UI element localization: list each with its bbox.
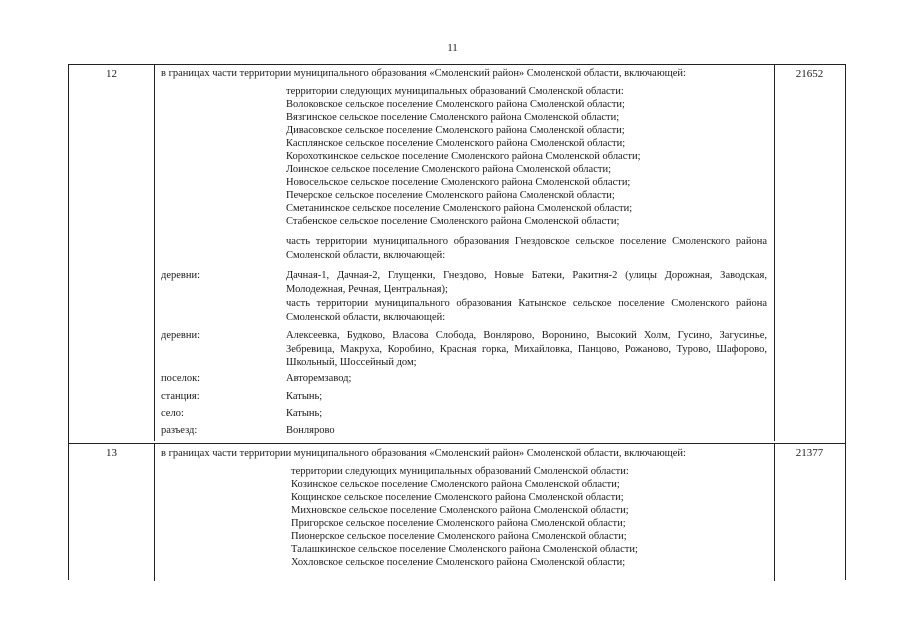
row-number: 12 bbox=[106, 68, 117, 80]
table-row bbox=[69, 443, 845, 581]
katyn-part: часть территории муниципального образования Катынское сельское поселение Смоленского района Смоленской области, включающей: bbox=[286, 298, 767, 323]
territories-intro: территории следующих муниципальных образований Смоленской области: bbox=[291, 466, 629, 477]
settlement-item: Талашкинское сельское поселение Смоленского района Смоленской области; bbox=[291, 544, 638, 555]
settlement-type-label: разъезд: bbox=[161, 425, 198, 436]
settlement-item: Вязгинское сельское поселение Смоленского района Смоленской области; bbox=[286, 112, 620, 123]
settlement-item: Касплянское сельское поселение Смоленского района Смоленской области; bbox=[286, 138, 626, 149]
settlements-table bbox=[68, 64, 846, 580]
row-number: 13 bbox=[106, 447, 117, 459]
settlement-type-value: Авторемзавод; bbox=[286, 373, 352, 384]
settlement-item: Сметанинское сельское поселение Смоленского района Смоленской области; bbox=[286, 203, 633, 214]
settlement-item: Хохловское сельское поселение Смоленского района Смоленской области; bbox=[291, 557, 626, 568]
row-heading: в границах части территории муниципального образования «Смоленский район» Смоленской области, включающей: bbox=[161, 68, 686, 79]
settlement-type-value: Катынь; bbox=[286, 391, 323, 402]
table-row bbox=[69, 64, 845, 441]
katyn-villages: Алексеевка, Будково, Власова Слобода, Вонлярово, Воронино, Высокий Холм, Гусино, Загусинье, Зебревица, Макруха, Коробино, Красная горка, Михайловка, Панцово, Рожаново, Турово, Шафорово, Школьный, Шоссейный дом; bbox=[286, 330, 767, 368]
area-value: 21377 bbox=[795, 447, 824, 459]
settlement-item: Пригорское сельское поселение Смоленского района Смоленской области; bbox=[291, 518, 626, 529]
settlement-item: Дивасовское сельское поселение Смоленского района Смоленской области; bbox=[286, 125, 625, 136]
settlement-type-value: Катынь; bbox=[286, 408, 323, 419]
settlement-item: Лоинское сельское поселение Смоленского района Смоленской области; bbox=[286, 164, 611, 175]
settlement-item: Козинское сельское поселение Смоленского района Смоленской области; bbox=[291, 479, 620, 490]
settlement-item: Стабенское сельское поселение Смоленского района Смоленской области; bbox=[286, 216, 620, 227]
page-number: 11 bbox=[447, 42, 458, 54]
settlement-item: Михновское сельское поселение Смоленского района Смоленской области; bbox=[291, 505, 629, 516]
gnezdovo-part: часть территории муниципального образования Гнездовское сельское поселение Смоленского района Смоленской области, включающей: bbox=[286, 236, 767, 261]
settlement-item: Волоковское сельское поселение Смоленского района Смоленской области; bbox=[286, 99, 625, 110]
settlement-type-label: станция: bbox=[161, 391, 200, 402]
settlement-type-label: село: bbox=[161, 408, 184, 419]
settlement-type-label: поселок: bbox=[161, 373, 201, 384]
settlement-item: Кощинское сельское поселение Смоленского района Смоленской области; bbox=[291, 492, 624, 503]
row-heading: в границах части территории муниципального образования «Смоленский район» Смоленской области, включающей: bbox=[161, 448, 686, 459]
settlement-item: Корохоткинское сельское поселение Смоленского района Смоленской области; bbox=[286, 151, 641, 162]
settlement-item: Пионерское сельское поселение Смоленского района Смоленской области; bbox=[291, 531, 627, 542]
villages-label: деревни: bbox=[161, 270, 201, 281]
settlement-item: Новосельское сельское поселение Смоленского района Смоленской области; bbox=[286, 177, 631, 188]
territories-intro: территории следующих муниципальных образований Смоленской области: bbox=[286, 86, 624, 97]
settlement-type-value: Вонлярово bbox=[286, 425, 335, 436]
villages-label: деревни: bbox=[161, 330, 201, 341]
gnezdovo-villages: Дачная-1, Дачная-2, Глущенки, Гнездово, Новые Батеки, Ракитня-2 (улицы Дорожная, Заводская, Молодежная, Речная, Центральная); bbox=[286, 270, 767, 295]
settlement-item: Печерское сельское поселение Смоленского района Смоленской области; bbox=[286, 190, 615, 201]
area-value: 21652 bbox=[795, 68, 824, 80]
